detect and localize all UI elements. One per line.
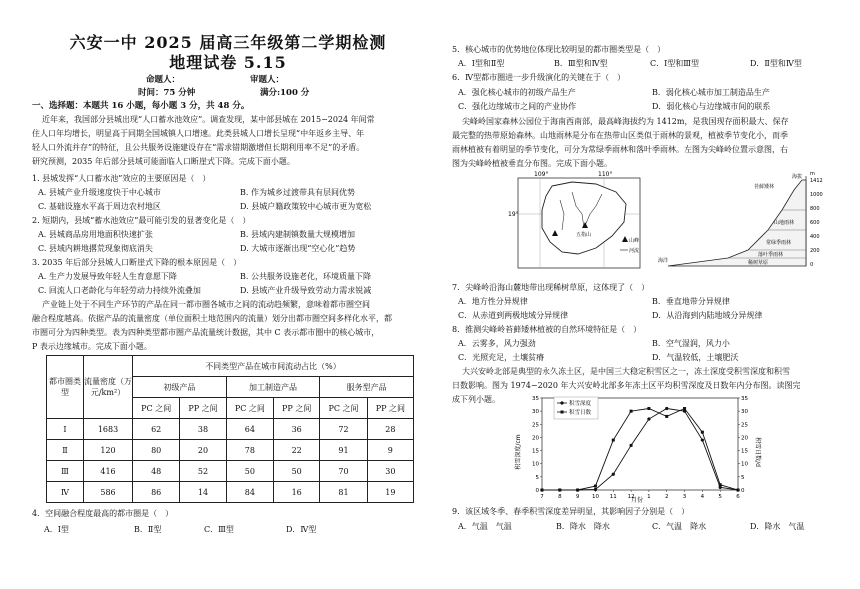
q9-option-d[interactable]: D．降水 气温 — [750, 522, 805, 531]
table-header-type: 都市圈类型 — [47, 356, 84, 419]
table-cell: 48 — [133, 461, 180, 482]
table-group-header: 不同类型产品在城市间流动占比（%） — [133, 356, 414, 377]
q2-option-a[interactable]: A. 县城商品房用地面积快速扩张 — [38, 230, 153, 239]
table-cell: 28 — [367, 419, 413, 440]
days-point — [665, 415, 668, 418]
intro1-line: 近年来，我国部分县城出现“人口蓄水池效应”。调查发现，某中部县城在 2015−2024 年间常 — [42, 115, 375, 124]
q3-option-b[interactable]: B. 公共服务设施老化，环境质量下降 — [240, 272, 371, 281]
profile-tick: 800 — [810, 206, 820, 212]
q2-stem: 2. 短期内，县域“蓄水池效应”最可能引发的显著变化是（ ） — [32, 216, 251, 225]
location-map — [508, 170, 644, 272]
table-cell: 62 — [133, 419, 180, 440]
table-cell: 36 — [274, 419, 320, 440]
chart-xlabel: 月份 — [630, 497, 644, 504]
depth-point — [647, 417, 650, 420]
table-sub: PC 之间 — [226, 398, 273, 419]
table-cell: 50 — [274, 461, 320, 482]
snow-chart — [512, 392, 762, 504]
profile-sea-label: 海洋 — [658, 258, 669, 264]
q7-stem: 7．尖峰岭沿海山麓地带出现稀树草原，这体现了（ ） — [452, 283, 650, 292]
profile-tick: 0 — [810, 262, 814, 268]
intro2-line: 市圈可分为四种类型。表为四种类型都市圈产品流量统计数据，其中 C 表示都市圈中的核心城市， — [32, 328, 380, 337]
table-sub: PP 之间 — [274, 398, 320, 419]
table-cell: 16 — [274, 482, 320, 503]
q8-option-b[interactable]: B．空气湿润，风力小 — [652, 339, 730, 348]
intro1-line: 轻人口外流并存”的特征，且公共服务设施建设存在“需求错期激增但长期利用率不足”的矛盾。 — [32, 143, 365, 152]
days-point — [594, 485, 597, 488]
q6-option-b[interactable]: B．弱化核心城市加工制造品生产 — [652, 88, 770, 97]
days-point — [737, 489, 740, 492]
y2-tick-label: 30 — [741, 409, 748, 416]
q9-option-a[interactable]: A．气温 气温 — [458, 522, 512, 531]
table-group: 服务型产品 — [320, 377, 414, 398]
x-tick-label: 4 — [700, 494, 705, 500]
q6-stem: 6．Ⅳ型都市圈进一步升级演化的关键在于（ ） — [452, 73, 626, 82]
table-cell: 1683 — [84, 419, 133, 440]
intro3-line: 雨林植被有着明显的季节变化，可分为常绿季雨林和落叶季雨林。左图为尖峰岭位置示意图，右 — [452, 145, 788, 154]
author-label: 命题人： — [146, 75, 181, 85]
zone-label: 落叶季雨林 — [758, 252, 784, 258]
days-point — [612, 439, 615, 442]
y2-tick-label: 15 — [741, 448, 748, 455]
q4-option-d[interactable]: D．Ⅳ型 — [286, 525, 317, 534]
q8-option-c[interactable]: C．光照充足，土壤贫瘠 — [458, 353, 545, 362]
q2-option-d[interactable]: D. 大城市逐渐出现“空心化”趋势 — [240, 244, 356, 253]
table-cell: 19 — [367, 482, 413, 503]
q9-stem: 9．该区域冬季、春季积雪深度差异明显，其影响因子分别是（ ） — [452, 507, 690, 516]
q7-option-d[interactable]: D．从沿海到内陆地域分异规律 — [652, 311, 763, 320]
depth-point — [612, 473, 615, 476]
depth-point — [594, 488, 597, 491]
x-tick-label: 6 — [736, 494, 740, 500]
table-cell: 52 — [180, 461, 226, 482]
q4-option-c[interactable]: C．Ⅲ型 — [204, 525, 234, 534]
section-heading: 一、选择题：本题共 16 小题，每小题 3 分，共 48 分。 — [32, 101, 250, 111]
q5-option-d[interactable]: D．Ⅱ型和Ⅳ型 — [750, 59, 802, 68]
q7-option-c[interactable]: C．从赤道到两极地域分异规律 — [458, 311, 569, 320]
table-cell: 20 — [180, 440, 226, 461]
table-group: 初级产品 — [133, 377, 227, 398]
q6-option-d[interactable]: D．弱化核心与边缘城市间的联系 — [652, 102, 771, 111]
exam-score: 满分:100 分 — [260, 88, 310, 98]
intro4-line: 成下列小题。 — [452, 395, 500, 404]
days-point — [719, 483, 722, 486]
days-point — [541, 489, 544, 492]
q3-option-c[interactable]: C. 回流人口老龄化与年轻劳动力持续外流叠加 — [38, 286, 201, 295]
table-cell: 81 — [320, 482, 367, 503]
x-tick-label: 7 — [540, 494, 544, 500]
table-cell: 72 — [320, 419, 367, 440]
y-tick-label: 35 — [532, 396, 539, 402]
zone-label: 山地雨林 — [774, 220, 795, 226]
table-cell: 38 — [180, 419, 226, 440]
days-point — [558, 489, 561, 492]
table-cell: Ⅰ — [47, 419, 84, 440]
q7-option-b[interactable]: B．垂直地带分异规律 — [652, 297, 730, 306]
table-row — [47, 419, 414, 440]
x-tick-label: 2 — [664, 494, 669, 500]
y2-tick-label: 20 — [741, 435, 748, 442]
table-cell: 91 — [320, 440, 367, 461]
q1-option-d[interactable]: D. 县城户籍政策较中心城市更为宽松 — [240, 202, 372, 211]
x-tick-label: 10 — [591, 494, 599, 500]
x-tick-label: 8 — [558, 494, 562, 500]
table-group: 加工制造产品 — [226, 377, 320, 398]
days-series-line — [542, 409, 738, 490]
flow-table — [46, 355, 414, 503]
y2-tick-label: 25 — [741, 422, 748, 429]
profile-tick: 200 — [810, 248, 820, 254]
depth-point — [719, 486, 722, 489]
intro2-line: 产业链上处于不同生产环节的产品在同一都市圈各城市之间的流动趋频繁，意味着都市圈空间 — [42, 300, 370, 309]
y2-tick-label: 35 — [741, 396, 748, 402]
table-sub: PP 之间 — [180, 398, 226, 419]
intro4-line: 大兴安岭北部是典型的永久冻土区，是中国三大稳定积雪区之一，冻土深度受积雪深度和积雪 — [462, 367, 790, 376]
left-column — [28, 0, 428, 589]
q5-option-c[interactable]: C．Ⅰ型和Ⅲ型 — [650, 59, 699, 68]
q5-option-b[interactable]: B．Ⅲ型和Ⅳ型 — [554, 59, 608, 68]
days-point — [701, 431, 704, 434]
map-city: 五指山 — [576, 232, 592, 238]
exam-time: 时间：75 分钟 — [138, 88, 196, 98]
table-sub: PC 之间 — [320, 398, 367, 419]
profile-tick: 1000 — [810, 192, 823, 198]
intro3-line: 尖峰岭国家森林公园位于海南西南部，最高峰海拔约为 1412m，是我国现存面积最大、保存 — [462, 117, 789, 126]
profile-peak-label: 海拔 — [792, 174, 803, 180]
zone-label: 稀树草原 — [748, 260, 769, 266]
intro1-line: 研究预测，2035 年后部分县域可能面临人口断崖式下降。完成下面小题。 — [32, 157, 295, 166]
profile-tick: 600 — [810, 220, 820, 226]
q1-stem: 1. 县城发挥“人口蓄水池”效应的主要原因是（ ） — [32, 174, 211, 183]
table-cell: 86 — [133, 482, 180, 503]
x-tick-label: 12 — [627, 494, 635, 500]
table-cell: 84 — [226, 482, 273, 503]
q9-option-b[interactable]: B．降水 降水 — [556, 522, 610, 531]
days-point — [683, 407, 686, 410]
vegetation-profile — [658, 170, 842, 272]
intro2-line: 融合程度越高。依据产品的流量密度（单位面积土地范围内的流量）划分出都市圈空间多样化水平，都 — [32, 314, 392, 323]
y-tick-label: 25 — [532, 422, 539, 429]
y-tick-label: 10 — [532, 461, 539, 468]
q6-option-a[interactable]: A．强化核心城市的初级产品生产 — [458, 88, 576, 97]
table-cell: 30 — [367, 461, 413, 482]
q8-option-a[interactable]: A．云雾多，风力强劲 — [458, 339, 536, 348]
legend-days-marker — [561, 411, 564, 414]
legend-days-label: 积雪日数 — [569, 410, 592, 416]
q7-option-a[interactable]: A．地方性分异规律 — [458, 297, 528, 306]
y2-tick-label: 0 — [741, 488, 745, 494]
q3-option-d[interactable]: D. 县域产业升级导致劳动力需求锐减 — [240, 286, 372, 295]
exam-subtitle: 地理试卷 5.15 — [169, 53, 287, 72]
table-cell: Ⅱ — [47, 440, 84, 461]
reviewer-label: 审题人： — [250, 75, 285, 85]
x-tick-label: 1 — [647, 494, 651, 500]
intro4-line: 日数影响。图为 1974−2020 年大兴安岭北部多年冻土区平均积雪深度及日数年内分布图。读图完 — [452, 381, 801, 390]
table-cell: 64 — [226, 419, 273, 440]
table-cell: 9 — [367, 440, 413, 461]
y-tick-label: 30 — [532, 409, 539, 416]
legend-depth-label: 积雪深度 — [569, 401, 592, 407]
intro3-line: 最完整的热带原始森林。山地雨林是分布在热带山区类似于雨林的景观，植被季节变化小，而季 — [452, 131, 788, 140]
profile-unit: m — [810, 171, 815, 177]
intro3-line: 图为尖峰岭植被垂直分布图。完成下面小题。 — [452, 159, 612, 168]
q1-option-c[interactable]: C. 基础设施水平高于周边农村地区 — [38, 202, 161, 211]
table-cell: 120 — [84, 440, 133, 461]
map-lat: 19° — [508, 211, 519, 218]
q9-option-c[interactable]: C．气温 降水 — [652, 522, 707, 531]
x-tick-label: 9 — [575, 494, 580, 500]
chart-y2label: 积雪日数/d — [754, 437, 761, 467]
y-tick-label: 15 — [532, 448, 539, 455]
table-header-density: 流量密度（万元/km²） — [84, 356, 133, 419]
q3-stem: 3. 2035 年后部分县城人口断崖式下降的根本原因是（ ） — [32, 258, 242, 267]
q4-option-b[interactable]: B．Ⅱ型 — [134, 525, 162, 534]
zone-label: 苔藓矮林 — [754, 184, 775, 190]
x-tick-label: 11 — [609, 494, 617, 500]
y2-tick-label: 5 — [741, 474, 745, 481]
x-tick-label: 3 — [682, 494, 687, 500]
days-point — [647, 407, 650, 410]
q2-option-c[interactable]: C. 县域内耕地撂荒现象彻底消失 — [38, 244, 153, 253]
table-row — [47, 440, 414, 461]
days-point — [630, 410, 633, 413]
table-row — [47, 461, 414, 482]
table-sub: PC 之间 — [133, 398, 180, 419]
chart-ylabel: 积雪深度/cm — [515, 434, 522, 470]
table-cell: 586 — [84, 482, 133, 503]
q8-stem: 8．推测尖峰岭苔藓矮林植被的自然环境特征是（ ） — [452, 325, 642, 334]
q1-option-a[interactable]: A. 县城产业升级速度快于中心城市 — [38, 188, 161, 197]
profile-tick: 400 — [810, 234, 820, 240]
q2-option-b[interactable]: B. 县域内建制镇数量大规模增加 — [240, 230, 355, 239]
profile-tick: 1412 — [810, 178, 823, 184]
q4-stem: 4．空间融合程度最高的都市圈是（ ） — [32, 509, 174, 518]
q4-option-a[interactable]: A．Ⅰ型 — [44, 525, 69, 534]
table-cell: Ⅲ — [47, 461, 84, 482]
q1-option-b[interactable]: B. 作为城乡过渡带具有层间优势 — [240, 188, 355, 197]
legend-depth-marker — [560, 401, 563, 404]
right-column — [452, 0, 844, 589]
table-cell: 80 — [133, 440, 180, 461]
table-sub: PP 之间 — [367, 398, 413, 419]
map-legend-river: 河流 — [629, 248, 640, 254]
exam-title: 六安一中 2025 届高三年级第二学期检测 — [69, 33, 387, 52]
table-cell: 416 — [84, 461, 133, 482]
depth-point — [629, 444, 632, 447]
zone-label: 常绿季雨林 — [766, 240, 792, 246]
intro1-line: 住人口年均增长，明显高于同期全国城镇人口增速。此类县城人口增长呈现“中年返乡主导、年 — [32, 129, 365, 138]
x-tick-label: 5 — [718, 494, 722, 500]
depth-point — [665, 407, 668, 410]
map-lon2: 110° — [598, 171, 613, 178]
map-lon1: 109° — [534, 171, 549, 178]
table-cell: 22 — [274, 440, 320, 461]
y2-tick-label: 10 — [741, 461, 748, 468]
table-row — [47, 482, 414, 503]
table-cell: Ⅳ — [47, 482, 84, 503]
q5-stem: 5．核心城市的优势地位体现比较明显的都市圈类型是（ ） — [452, 45, 666, 54]
depth-point — [701, 438, 704, 441]
q6-option-c[interactable]: C．强化边缘城市之间的产业协作 — [458, 102, 577, 111]
y-tick-label: 20 — [532, 435, 539, 442]
table-cell: 70 — [320, 461, 367, 482]
q8-option-d[interactable]: D．气温较低，土壤肥沃 — [652, 353, 739, 362]
map-legend-peak: 山峰 — [629, 238, 640, 244]
days-point — [576, 489, 579, 492]
q3-option-a[interactable]: A. 生产力发展导致年轻人生育意愿下降 — [38, 272, 177, 281]
table-cell: 14 — [180, 482, 226, 503]
q5-option-a[interactable]: A．Ⅰ型和Ⅱ型 — [458, 59, 505, 68]
intro2-line: P 表示边缘城市。完成下面小题。 — [32, 342, 152, 351]
y-tick-label: 0 — [535, 488, 539, 494]
y-tick-label: 5 — [535, 474, 539, 481]
table-cell: 78 — [226, 440, 273, 461]
table-cell: 50 — [226, 461, 273, 482]
